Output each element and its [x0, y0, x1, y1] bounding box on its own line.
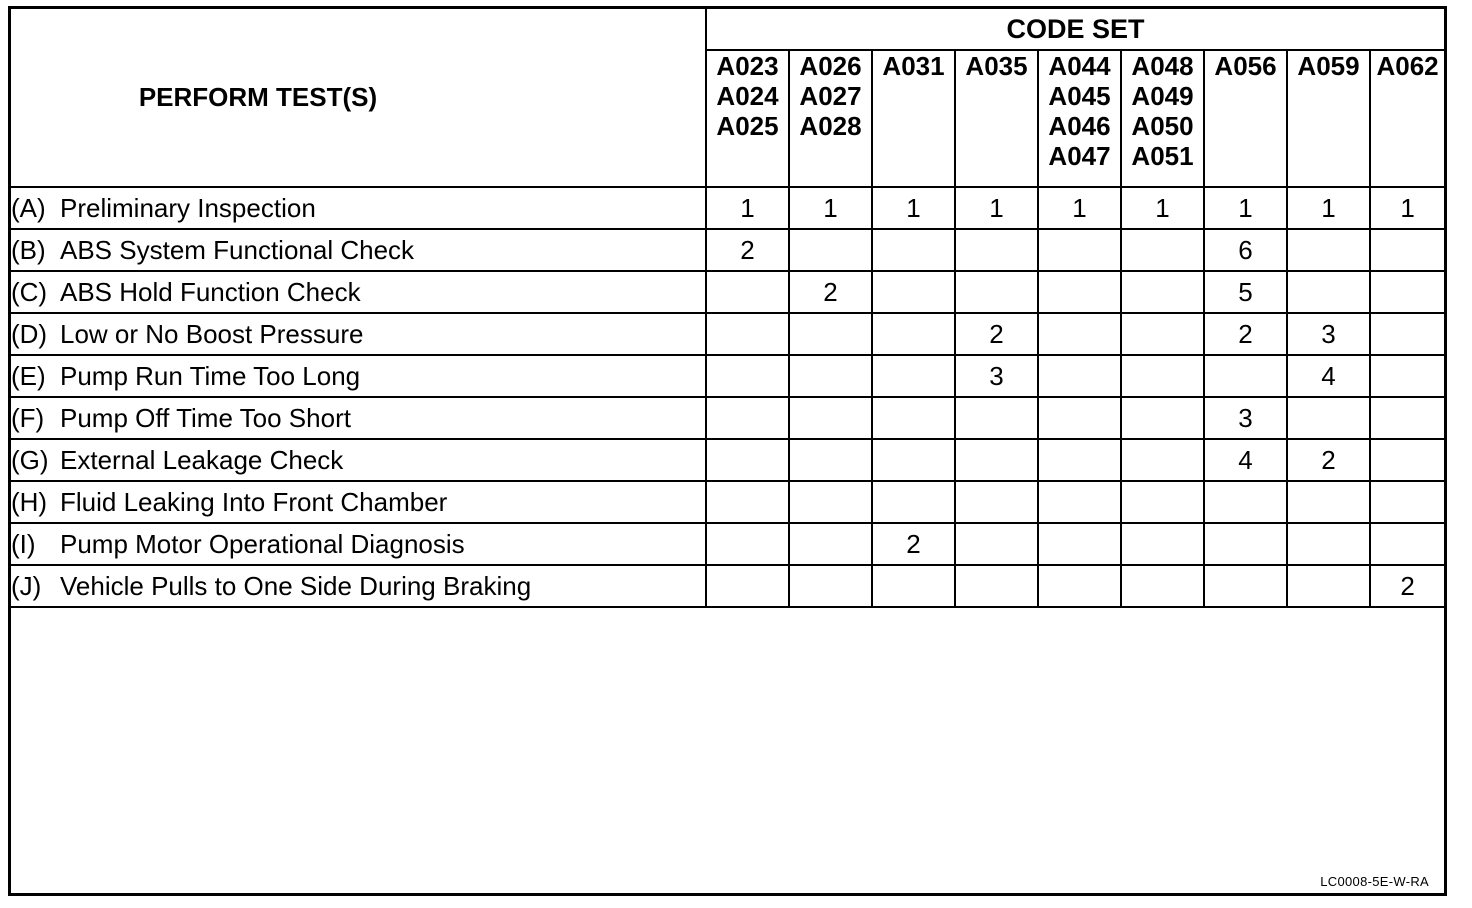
- test-name: Vehicle Pulls to One Side During Braking: [60, 570, 532, 601]
- test-name: Pump Motor Operational Diagnosis: [60, 528, 465, 559]
- table-row: [11, 355, 1444, 397]
- test-letter: (E): [11, 360, 46, 391]
- table-cell: [872, 481, 955, 523]
- table-cell: 1: [1204, 187, 1287, 229]
- table-cell: [789, 481, 872, 523]
- table-cell: [872, 355, 955, 397]
- test-label-cell: [11, 313, 706, 355]
- test-name: Fluid Leaking Into Front Chamber: [60, 486, 448, 517]
- table-cell: [1121, 565, 1204, 607]
- table-row: [11, 229, 1444, 271]
- table-cell: 2: [955, 313, 1038, 355]
- table-cell: [955, 229, 1038, 271]
- table-cell: [1121, 271, 1204, 313]
- code-set-header: CODE SET: [706, 9, 1444, 50]
- table-cell: [706, 271, 789, 313]
- table-cell: 4: [1204, 439, 1287, 481]
- table-cell: [1287, 481, 1370, 523]
- code-column-header: A062: [1370, 50, 1444, 187]
- table-cell: 2: [706, 229, 789, 271]
- table-cell: [1287, 271, 1370, 313]
- table-cell: [1038, 523, 1121, 565]
- test-letter: (B): [11, 234, 46, 265]
- table-cell: [1038, 565, 1121, 607]
- test-letter: (C): [11, 276, 48, 307]
- test-name: ABS Hold Function Check: [60, 276, 361, 307]
- table-cell: 3: [955, 355, 1038, 397]
- table-cell: 4: [1287, 355, 1370, 397]
- test-code-table: [11, 9, 1444, 608]
- table-cell: [1038, 439, 1121, 481]
- table-cell: 6: [1204, 229, 1287, 271]
- test-letter: (D): [11, 318, 48, 349]
- table-cell: [1370, 271, 1444, 313]
- table-cell: [1370, 439, 1444, 481]
- table-cell: 1: [1370, 187, 1444, 229]
- table-cell: 3: [1204, 397, 1287, 439]
- table-cell: [706, 481, 789, 523]
- code-column-header: A048 A049 A050 A051: [1121, 50, 1204, 187]
- table-cell: [706, 313, 789, 355]
- table-cell: 1: [706, 187, 789, 229]
- table-cell: [955, 271, 1038, 313]
- table-cell: [706, 355, 789, 397]
- test-name: Low or No Boost Pressure: [60, 318, 364, 349]
- test-label-cell: [11, 187, 706, 229]
- table-cell: 1: [872, 187, 955, 229]
- table-cell: [872, 439, 955, 481]
- code-column-header: A023 A024 A025: [706, 50, 789, 187]
- table-cell: [1038, 397, 1121, 439]
- table-cell: [1121, 229, 1204, 271]
- table-cell: 1: [789, 187, 872, 229]
- table-cell: [872, 271, 955, 313]
- table-cell: [789, 355, 872, 397]
- table-cell: [1121, 523, 1204, 565]
- table-cell: [955, 481, 1038, 523]
- table-row: [11, 313, 1444, 355]
- table-cell: [872, 229, 955, 271]
- test-name: Pump Run Time Too Long: [60, 360, 361, 391]
- perform-tests-label: PERFORM TEST(S): [138, 82, 378, 112]
- table-cell: [1121, 439, 1204, 481]
- table-cell: [1121, 481, 1204, 523]
- table-cell: [1287, 397, 1370, 439]
- test-label-cell: [11, 229, 706, 271]
- table-cell: [789, 565, 872, 607]
- table-cell: 3: [1287, 313, 1370, 355]
- table-cell: [1287, 565, 1370, 607]
- table-cell: [789, 397, 872, 439]
- table-cell: [706, 523, 789, 565]
- table-cell: [1370, 229, 1444, 271]
- table-cell: [789, 313, 872, 355]
- code-column-header: A056: [1204, 50, 1287, 187]
- table-cell: 2: [789, 271, 872, 313]
- test-letter: (H): [11, 486, 48, 517]
- code-column-header: A044 A045 A046 A047: [1038, 50, 1121, 187]
- test-name: External Leakage Check: [60, 444, 344, 475]
- figure-code: LC0008-5E-W-RA: [1320, 874, 1429, 889]
- table-cell: [706, 565, 789, 607]
- table-cell: [955, 565, 1038, 607]
- table-cell: [789, 439, 872, 481]
- table-cell: [1204, 565, 1287, 607]
- test-letter: (J): [11, 570, 42, 601]
- table-cell: [1038, 481, 1121, 523]
- table-cell: [1370, 523, 1444, 565]
- table-row: [11, 439, 1444, 481]
- test-label-cell: [11, 271, 706, 313]
- table-row: [11, 397, 1444, 439]
- table-cell: [955, 439, 1038, 481]
- table-cell: [872, 313, 955, 355]
- table-cell: [789, 523, 872, 565]
- test-letter: (A): [11, 192, 46, 223]
- table-cell: 2: [1370, 565, 1444, 607]
- table-cell: [706, 439, 789, 481]
- code-column-header: A035: [955, 50, 1038, 187]
- table-cell: [1038, 229, 1121, 271]
- table-cell: [1204, 523, 1287, 565]
- table-cell: 1: [955, 187, 1038, 229]
- test-name: Preliminary Inspection: [60, 192, 316, 223]
- table-cell: [1204, 355, 1287, 397]
- table-cell: [1038, 355, 1121, 397]
- table-cell: [1370, 355, 1444, 397]
- table-cell: [1370, 481, 1444, 523]
- code-column-header: A031: [872, 50, 955, 187]
- table-cell: [1370, 397, 1444, 439]
- table-cell: [1038, 271, 1121, 313]
- table-row: [11, 271, 1444, 313]
- table-cell: 2: [872, 523, 955, 565]
- test-letter: (G): [11, 444, 49, 475]
- test-label-cell: [11, 523, 706, 565]
- table-cell: [1121, 397, 1204, 439]
- perform-tests-header: [11, 9, 706, 187]
- table-cell: [1370, 313, 1444, 355]
- table-row: [11, 187, 1444, 229]
- code-column-header: A026 A027 A028: [789, 50, 872, 187]
- table-cell: [789, 229, 872, 271]
- table-cell: 1: [1121, 187, 1204, 229]
- table-row: [11, 565, 1444, 607]
- table-cell: [955, 523, 1038, 565]
- table-cell: [1287, 229, 1370, 271]
- table-cell: 1: [1287, 187, 1370, 229]
- table-cell: [1287, 523, 1370, 565]
- test-label-cell: [11, 397, 706, 439]
- table-cell: [872, 397, 955, 439]
- table-cell: 1: [1038, 187, 1121, 229]
- diagnostic-chart: [8, 6, 1447, 896]
- test-name: ABS System Functional Check: [60, 234, 415, 265]
- table-cell: [955, 397, 1038, 439]
- table-row: [11, 523, 1444, 565]
- table-cell: [1038, 313, 1121, 355]
- table-cell: 5: [1204, 271, 1287, 313]
- test-label-cell: [11, 355, 706, 397]
- test-label-cell: [11, 565, 706, 607]
- test-letter: (F): [11, 402, 45, 433]
- table-cell: [706, 397, 789, 439]
- test-letter: (I): [11, 528, 36, 559]
- table-cell: 2: [1204, 313, 1287, 355]
- test-name: Pump Off Time Too Short: [60, 402, 351, 433]
- table-row: [11, 481, 1444, 523]
- table-cell: [872, 565, 955, 607]
- table-cell: 2: [1287, 439, 1370, 481]
- table-cell: [1121, 313, 1204, 355]
- test-label-cell: [11, 439, 706, 481]
- code-column-header: A059: [1287, 50, 1370, 187]
- table-cell: [1204, 481, 1287, 523]
- test-label-cell: [11, 481, 706, 523]
- table-cell: [1121, 355, 1204, 397]
